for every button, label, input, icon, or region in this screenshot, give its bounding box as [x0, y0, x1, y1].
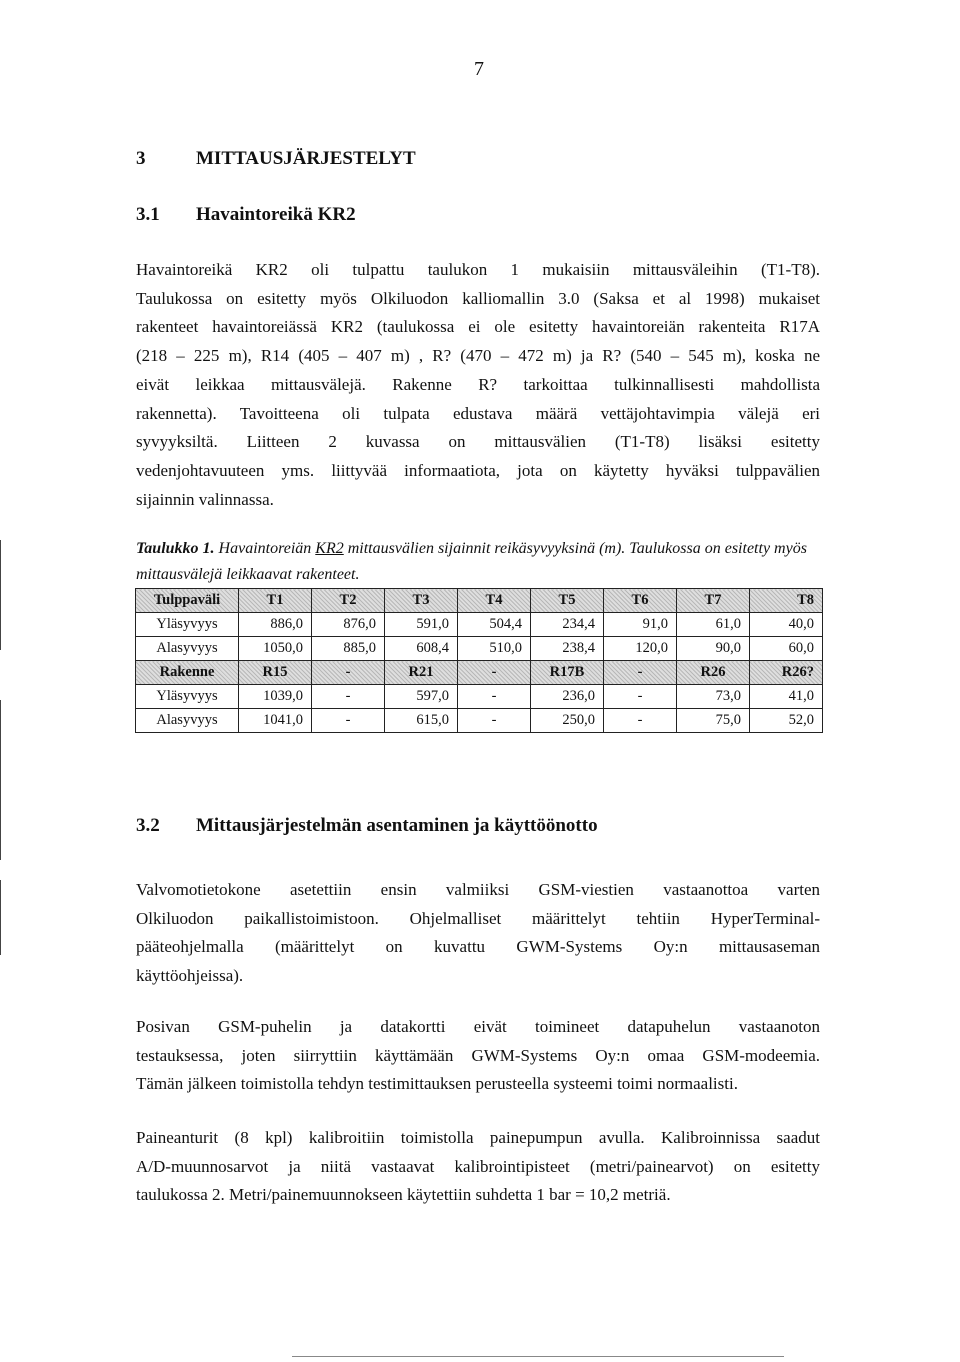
table-cell: - — [458, 709, 531, 733]
paragraph-intro — [136, 256, 820, 514]
header-cell: T4 — [458, 589, 531, 613]
section-title: Mittausjärjestelmän asentaminen ja käyttöönotto — [196, 815, 598, 836]
table-cell: 75,0 — [677, 709, 750, 733]
paragraph-line: (218 – 225 m), R14 (405 – 407 m) , R? (470 – 472 m) ja R? (540 – 545 m), koska ne — [136, 346, 820, 366]
row-label: Yläsyvyys — [136, 685, 239, 709]
table-cell: 238,4 — [531, 637, 604, 661]
paragraph-line: Tämän jälkeen toimistolla tehdyn testimittauksen perusteella systeemi toimi normaalisti. — [136, 1074, 738, 1094]
paragraph-setup — [136, 876, 820, 991]
header-cell: T5 — [531, 589, 604, 613]
table-cell: 91,0 — [604, 613, 677, 637]
table-cell: - — [604, 685, 677, 709]
paragraph-line: eivät leikkaa mittausvälejä. Rakenne R? tarkoittaa tulkinnallisesti mahdollista — [136, 374, 820, 394]
header-cell: T7 — [677, 589, 750, 613]
table-cell: 236,0 — [531, 685, 604, 709]
table-cell: 1039,0 — [239, 685, 312, 709]
measurement-table — [135, 588, 823, 733]
table-cell: 41,0 — [750, 685, 823, 709]
table-cell: 615,0 — [385, 709, 458, 733]
table-row — [136, 637, 823, 661]
page-number: 7 — [474, 58, 484, 80]
paragraph-line: pääteohjelmalla (määrittelyt on kuvattu GWM-Systems Oy:n mittausaseman — [136, 937, 820, 957]
section-number: 3 — [136, 148, 146, 169]
table-cell: - — [604, 709, 677, 733]
header-cell: T3 — [385, 589, 458, 613]
header-cell: R21 — [385, 661, 458, 685]
table-cell: - — [312, 709, 385, 733]
header-cell: T6 — [604, 589, 677, 613]
table-cell: 60,0 — [750, 637, 823, 661]
paragraph-line: syvyyksiltä. Liitteen 2 kuvassa on mittausvälien (T1-T8) lisäksi esitetty — [136, 432, 820, 452]
header-cell: Tulppaväli — [136, 589, 239, 613]
paragraph-line: Havaintoreikä KR2 oli tulpattu taulukon 1 mukaisiin mittausväleihin (T1-T8). — [136, 260, 820, 279]
paragraph-line: rakennetta). Tavoitteena oli tulpata edustava määrä vettäjohtavimpia välejä eri — [136, 403, 820, 423]
paragraph-gsm — [136, 1013, 820, 1099]
paragraph-line: Taulukossa on esitetty myös Olkiluodon kalliomallin 3.0 (Saksa et al 1998) mukaiset — [136, 288, 820, 308]
paragraph-line: taulukossa 2. Metri/painemuunnokseen käytettiin suhdetta 1 bar = 10,2 metriä. — [136, 1185, 671, 1205]
header-cell: R17B — [531, 661, 604, 685]
header-cell: - — [458, 661, 531, 685]
header-cell: R15 — [239, 661, 312, 685]
table-header-row — [136, 661, 823, 685]
paragraph-line: rakenteet havaintoreiässä KR2 (taulukossa ei ole esitetty havaintoreiän rakenteita R17A — [136, 317, 820, 337]
section-title: Havaintoreikä KR2 — [196, 204, 356, 225]
section-title: MITTAUSJÄRJESTELYT — [196, 148, 416, 169]
header-cell: R26 — [677, 661, 750, 685]
section-heading-3-2 — [136, 815, 598, 837]
paragraph-line: A/D-muunnosarvot ja niitä vastaavat kalibrointipisteet (metri/painearvot) on esitetty — [136, 1156, 820, 1176]
row-label: Yläsyvyys — [136, 613, 239, 637]
table-cell: 510,0 — [458, 637, 531, 661]
table-row — [136, 613, 823, 637]
section-number: 3.1 — [136, 204, 160, 225]
paragraph-line: Posivan GSM-puhelin ja datakortti eivät toimineet datapuhelun vastaanoton — [136, 1017, 820, 1036]
paragraph-calibration — [136, 1124, 820, 1210]
caption-text: Havaintoreiän — [214, 540, 316, 557]
scan-edge-line — [0, 540, 1, 650]
table-row — [136, 685, 823, 709]
paragraph-line: Valvomotietokone asetettiin ensin valmiiksi GSM-viestien vastaanottoa varten — [136, 880, 820, 899]
table-cell: 876,0 — [312, 613, 385, 637]
table-cell: 73,0 — [677, 685, 750, 709]
table-cell: 40,0 — [750, 613, 823, 637]
paragraph-line: testauksessa, joten siirryttiin käyttämään GWM-Systems Oy:n omaa GSM-modeemia. — [136, 1045, 820, 1065]
table-cell: - — [458, 685, 531, 709]
header-cell: T1 — [239, 589, 312, 613]
header-cell: T8 — [750, 589, 823, 613]
section-heading-3 — [136, 148, 416, 170]
table-cell: 885,0 — [312, 637, 385, 661]
table-cell: 61,0 — [677, 613, 750, 637]
table-cell: 120,0 — [604, 637, 677, 661]
section-heading-3-1 — [136, 204, 356, 226]
table-cell: 1041,0 — [239, 709, 312, 733]
footer-rule — [292, 1356, 784, 1357]
table-cell: - — [312, 685, 385, 709]
table-cell: 608,4 — [385, 637, 458, 661]
header-cell: T2 — [312, 589, 385, 613]
table-cell: 90,0 — [677, 637, 750, 661]
paragraph-line: käyttöohjeissa). — [136, 966, 244, 986]
scan-edge-line — [0, 880, 1, 955]
caption-text: mittausvälien sijainnit reikäsyvyyksinä (m). Taulukossa on esitetty myös mittausvälejä leikkaavat rakenteet. — [136, 540, 807, 583]
caption-underlined: KR2 — [315, 540, 344, 557]
table-cell: 597,0 — [385, 685, 458, 709]
table-row — [136, 709, 823, 733]
header-cell: - — [312, 661, 385, 685]
table-cell: 504,4 — [458, 613, 531, 637]
table-cell: 250,0 — [531, 709, 604, 733]
header-cell: - — [604, 661, 677, 685]
table-caption — [136, 536, 826, 588]
paragraph-line: sijainnin valinnassa. — [136, 489, 274, 509]
table-cell: 1050,0 — [239, 637, 312, 661]
table-header-row — [136, 589, 823, 613]
table-cell: 52,0 — [750, 709, 823, 733]
header-cell: Rakenne — [136, 661, 239, 685]
header-cell: R26? — [750, 661, 823, 685]
table-cell: 234,4 — [531, 613, 604, 637]
table-cell: 591,0 — [385, 613, 458, 637]
section-number: 3.2 — [136, 815, 160, 836]
paragraph-line: Paineanturit (8 kpl) kalibroitiin toimistolla painepumpun avulla. Kalibroinnissa saadut — [136, 1128, 820, 1147]
scan-edge-line — [0, 700, 1, 860]
table-cell: 886,0 — [239, 613, 312, 637]
paragraph-line: Olkiluodon paikallistoimistoon. Ohjelmalliset määrittelyt tehtiin HyperTerminal- — [136, 908, 820, 928]
caption-label: Taulukko 1. — [136, 540, 215, 557]
row-label: Alasyvyys — [136, 709, 239, 733]
row-label: Alasyvyys — [136, 637, 239, 661]
paragraph-line: vedenjohtavuuteen yms. liittyvää informaatiota, jota on käytetty hyväksi tulppavälien — [136, 460, 820, 480]
